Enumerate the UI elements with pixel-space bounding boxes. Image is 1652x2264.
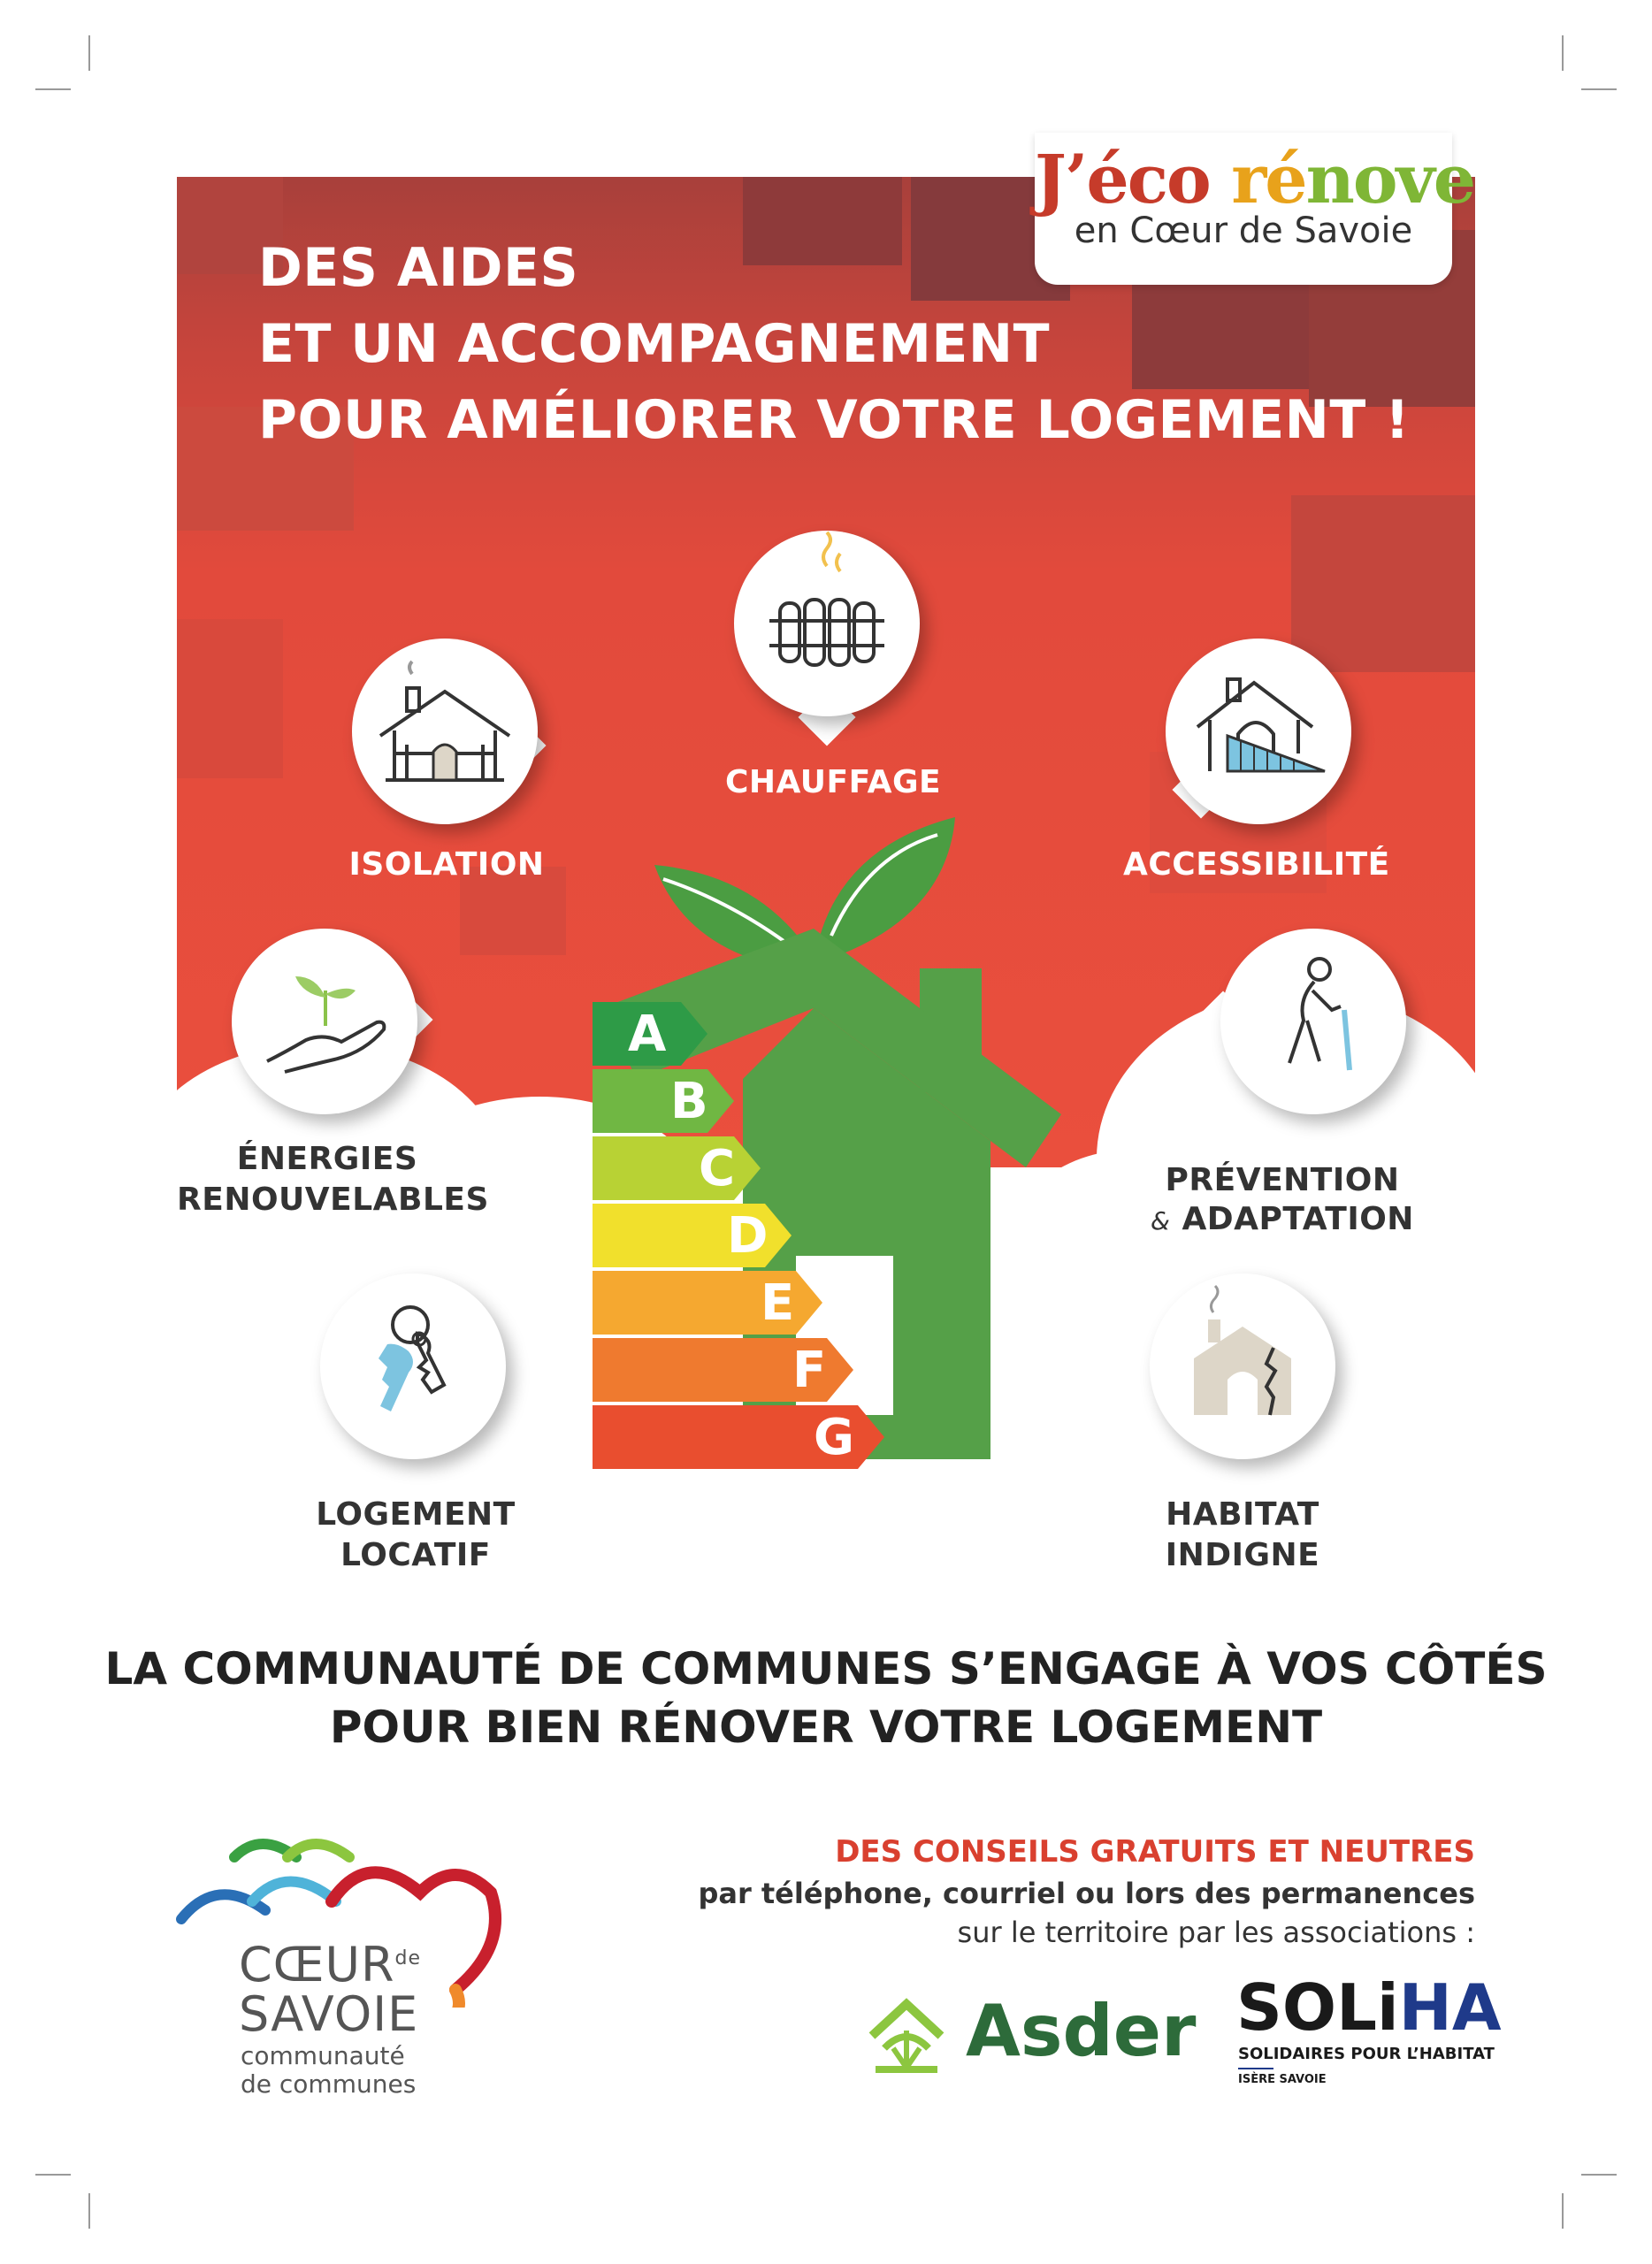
label-chauffage: CHAUFFAGE: [725, 764, 942, 800]
coeur-logo-line4: de communes: [241, 2069, 417, 2099]
crop-mark: [88, 35, 90, 71]
energies-bubble: [232, 929, 417, 1114]
logo-title-part: J’éco: [1035, 140, 1232, 218]
bg-tile: [743, 177, 902, 265]
label-habitat-line2: INDIGNE: [1165, 1537, 1320, 1573]
label-accessibilite: ACCESSIBILITÉ: [1123, 846, 1390, 883]
logo-title: [1035, 140, 1475, 218]
soliha-prefix: SOLi: [1236, 1970, 1399, 2045]
isolation-bubble: [352, 639, 538, 824]
coeur-logo-line1: [239, 1937, 421, 1992]
adaptation-text: ADAPTATION: [1182, 1201, 1414, 1237]
bg-tile: [177, 619, 283, 778]
elderly-person-cane-icon: [1220, 929, 1406, 1114]
house-insulation-icon: [352, 639, 538, 824]
logo-title-part: nove: [1305, 140, 1475, 218]
bg-tile: [1132, 283, 1309, 389]
de-text: de: [394, 1947, 422, 1970]
leaf-right: [814, 817, 955, 964]
soliha-region: ISÈRE SAVOIE: [1238, 2073, 1327, 2086]
soliha-tagline: SOLIDAIRES POUR L’HABITAT: [1238, 2045, 1495, 2063]
radiator-icon: [734, 531, 920, 716]
soliha-logo: [1236, 1970, 1502, 2045]
label-isolation: ISOLATION: [348, 846, 545, 883]
energy-class-letter: B: [670, 1073, 708, 1130]
commitment-line: LA COMMUNAUTÉ DE COMMUNES S’ENGAGE À VOS CÔTÉS: [104, 1643, 1548, 1694]
prevention-bubble: [1220, 929, 1406, 1114]
energy-class-a: [593, 1002, 672, 1066]
logo-subtitle: en Cœur de Savoie: [1074, 210, 1413, 251]
house-ramp-icon: [1166, 639, 1351, 824]
energy-class-letter: G: [814, 1409, 854, 1466]
soliha-suffix: HA: [1398, 1970, 1502, 2045]
chauffage-bubble: [734, 531, 920, 716]
accessibilite-bubble: [1166, 639, 1351, 824]
energy-class-letter: E: [761, 1274, 795, 1332]
label-energies-line2: RENOUVELABLES: [177, 1182, 489, 1218]
energy-class-letter: A: [628, 1006, 667, 1063]
label-logement-line1: LOGEMENT: [316, 1496, 516, 1533]
asder-logo-text: Asder: [966, 1990, 1197, 2072]
headline-line: DES AIDES: [258, 237, 579, 299]
energy-class-letter: F: [792, 1342, 827, 1399]
info-line: sur le territoire par les associations :: [957, 1916, 1475, 1949]
crop-mark: [88, 2193, 90, 2229]
headline-line: ET UN ACCOMPAGNEMENT: [258, 313, 1051, 375]
label-prevention-line1: PRÉVENTION: [1165, 1162, 1400, 1198]
energy-class-letter: C: [699, 1140, 736, 1197]
headline-line: POUR AMÉLIORER VOTRE LOGEMENT !: [258, 389, 1411, 451]
logo-title-part: ré: [1231, 140, 1306, 218]
label-energies-line1: ÉNERGIES: [236, 1141, 418, 1177]
ampersand: &: [1151, 1206, 1171, 1235]
soliha-divider: [1238, 2068, 1273, 2069]
coeur-logo-line2: SAVOIE: [239, 1986, 419, 2042]
asder-logo-icon: [867, 1995, 946, 2075]
crop-mark: [1562, 35, 1564, 71]
coeur-logo-line3: communauté: [241, 2041, 405, 2070]
hand-sprout-icon: [232, 929, 417, 1114]
crop-mark: [1581, 88, 1617, 90]
keys-icon: [320, 1274, 506, 1459]
info-line: par téléphone, courriel ou lors des permanences: [698, 1877, 1475, 1910]
info-headline: DES CONSEILS GRATUITS ET NEUTRES: [835, 1834, 1475, 1870]
label-habitat-line1: HABITAT: [1166, 1496, 1319, 1533]
commitment-line: POUR BIEN RÉNOVER VOTRE LOGEMENT: [329, 1702, 1323, 1753]
logement-bubble: [320, 1274, 506, 1459]
crop-mark: [1581, 2174, 1617, 2176]
crop-mark: [35, 2174, 71, 2176]
jeco-renove-logo: [1035, 133, 1475, 285]
energy-class-letter: D: [727, 1207, 769, 1265]
label-logement-line2: LOCATIF: [340, 1537, 491, 1573]
coeur-text: CŒUR: [239, 1937, 395, 1992]
label-prevention-line2: [1150, 1199, 1415, 1242]
crop-mark: [35, 88, 71, 90]
crop-mark: [1562, 2193, 1564, 2229]
